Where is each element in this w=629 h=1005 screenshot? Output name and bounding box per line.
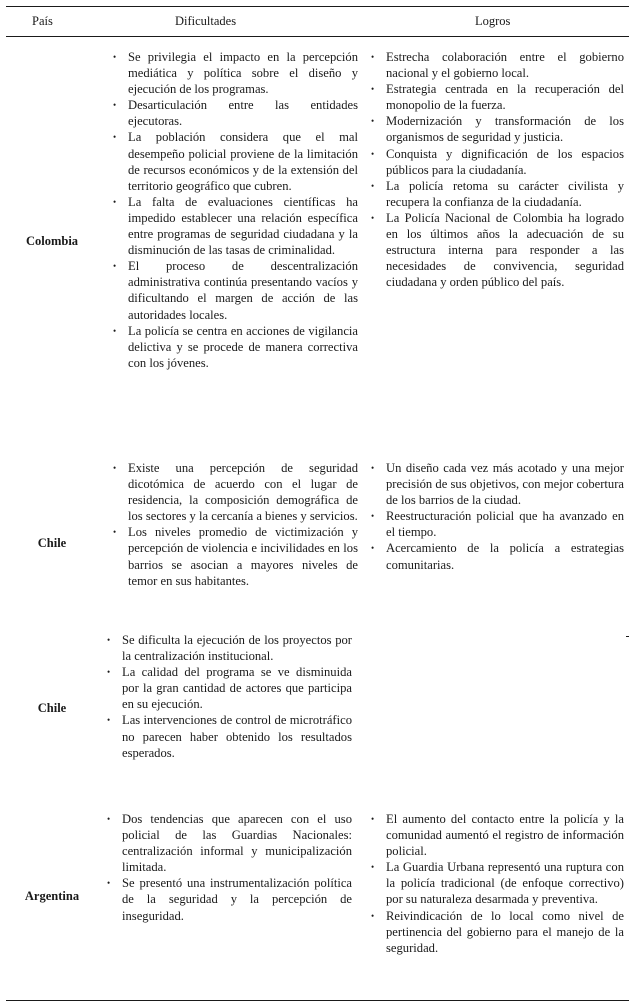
header-country: País	[32, 14, 53, 28]
header-difficulties: Dificultades	[175, 14, 237, 28]
list-item: • La Guardia Urbana representó una ruptura con la policía tradicional (de enfoque correctivo) por su naturaleza desarmada y preventiva.	[370, 859, 624, 907]
country-cell: Chile	[37, 701, 67, 715]
list-item: • El aumento del contacto entre la policía y la comunidad aumentó el registro de información policial.	[370, 811, 624, 859]
list-item: • Los niveles promedio de victimización y percepción de violencia e incivilidades en los barrios se asocian a mayores niveles de temor en sus habitantes.	[112, 524, 358, 588]
list-item: • Se privilegia el impacto en la percepción mediática y política sobre el diseño y ejecución de los programas.	[112, 49, 358, 97]
list-item: • Se dificulta la ejecución de los proyectos por la centralización institucional.	[106, 632, 352, 664]
achievements-list	[370, 811, 624, 956]
list-item: • Reivindicación de lo local como nivel de pertinencia del gobierno para el manejo de la seguridad.	[370, 908, 624, 956]
list-item: • Dos tendencias que aparecen con el uso policial de las Guardias Nacionales: centralización informal y municipalización limitada.	[106, 811, 352, 875]
list-item: • El proceso de descentralización administrativa continúa presentando vacíos y dificultando el margen de acción de las autoridades locales.	[112, 258, 358, 322]
list-item: • La falta de evaluaciones científicas ha impedido establecer una relación específica entre programas de seguridad ciudadana y la disminución de las tasas de criminalidad.	[112, 194, 358, 258]
difficulties-list	[106, 632, 352, 761]
list-item: • Modernización y transformación de los organismos de seguridad y justicia.	[370, 113, 624, 145]
list-item: • Reestructuración policial que ha avanzado en el tiempo.	[370, 508, 624, 540]
table-header-rule	[6, 36, 629, 37]
difficulties-list	[112, 460, 358, 589]
list-item: • Se presentó una instrumentalización política de la seguridad y la percepción de inseguridad.	[106, 875, 352, 923]
list-item: • Existe una percepción de seguridad dicotómica de acuerdo con el lugar de residencia, la composición demográfica de los sectores y la cercanía a bienes y servicios.	[112, 460, 358, 524]
difficulties-list	[106, 811, 352, 924]
country-cell: Chile	[37, 536, 67, 550]
list-item: • Las intervenciones de control de microtráfico no parecen haber obtenido los resultados esperados.	[106, 712, 352, 760]
list-item: • La población considera que el mal desempeño policial proviene de la limitación de recursos económicos y de la extensión del territorio geográfico que cubren.	[112, 129, 358, 193]
list-item: • Acercamiento de la policía a estrategias comunitarias.	[370, 540, 624, 572]
list-item: • Un diseño cada vez más acotado y una mejor precisión de sus objetivos, con mejor cobertura de los barrios de la ciudad.	[370, 460, 624, 508]
list-item: • Desarticulación entre las entidades ejecutoras.	[112, 97, 358, 129]
list-item: • La policía retoma su carácter civilista y recupera la confianza de la ciudadanía.	[370, 178, 624, 210]
achievements-list	[370, 49, 624, 290]
header-achievements: Logros	[475, 14, 511, 28]
list-item: • La policía se centra en acciones de vigilancia delictiva y se procede de manera correctiva con los jóvenes.	[112, 323, 358, 371]
country-cell: Colombia	[25, 234, 79, 248]
difficulties-list	[112, 49, 358, 371]
table-bottom-rule	[6, 1000, 629, 1001]
achievements-list	[370, 460, 624, 573]
country-cell: Argentina	[24, 889, 80, 903]
table-top-rule	[6, 6, 629, 7]
list-item: • Conquista y dignificación de los espacios públicos para la ciudadanía.	[370, 146, 624, 178]
list-item: • La calidad del programa se ve disminuida por la gran cantidad de actores que participa en su ejecución.	[106, 664, 352, 712]
list-item: • Estrecha colaboración entre el gobierno nacional y el gobierno local.	[370, 49, 624, 81]
list-item: • Estrategia centrada en la recuperación del monopolio de la fuerza.	[370, 81, 624, 113]
list-item: • La Policía Nacional de Colombia ha logrado en los últimos años la adecuación de su estructura interna para responder a las necesidades de convivencia, seguridad ciudadana y orden público del país.	[370, 210, 624, 290]
